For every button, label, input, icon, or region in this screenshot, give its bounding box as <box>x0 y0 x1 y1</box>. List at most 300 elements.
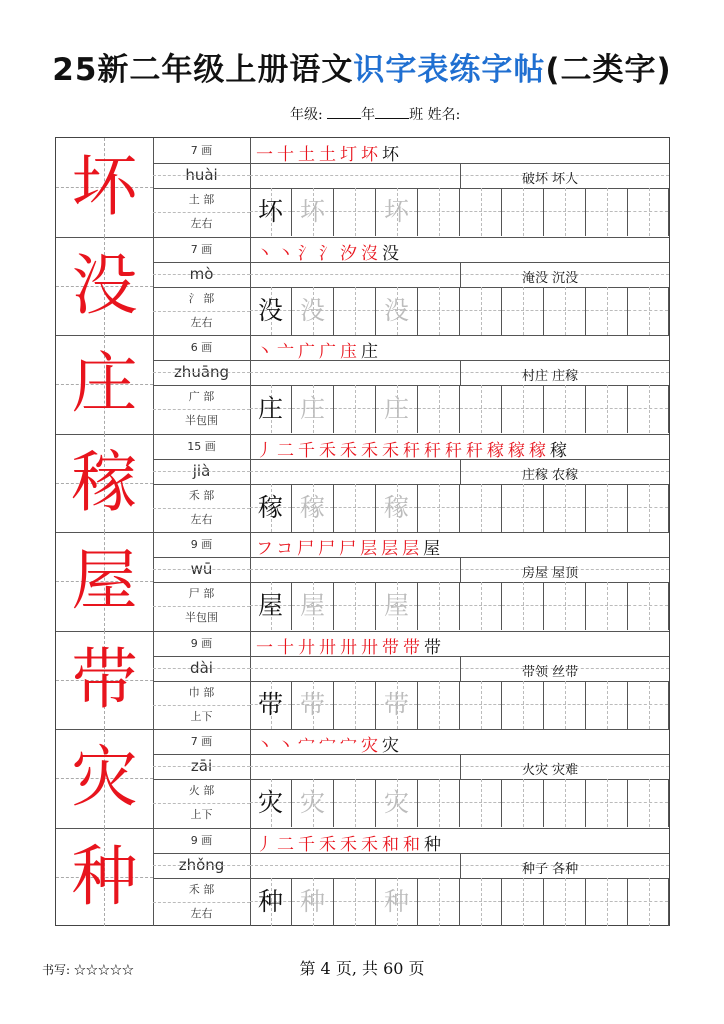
practice-cell[interactable] <box>586 878 628 926</box>
practice-cell[interactable] <box>418 385 460 433</box>
stroke-step: 秆 <box>424 440 445 461</box>
practice-cell[interactable] <box>334 188 376 236</box>
stroke-order-row <box>250 532 669 558</box>
practice-cell[interactable] <box>460 878 502 926</box>
guide-line-vertical <box>439 779 440 827</box>
pinyin-word-row <box>250 459 669 485</box>
stroke-step: 二 <box>277 440 298 461</box>
row-divider <box>153 779 250 780</box>
practice-cell[interactable] <box>250 779 292 827</box>
guide-line-vertical <box>481 287 482 335</box>
stroke-step: フ <box>256 539 277 559</box>
trace-character: 种 <box>299 886 325 916</box>
stroke-sequence <box>256 830 445 855</box>
practice-cell[interactable] <box>334 681 376 729</box>
stroke-step: 种 <box>424 834 445 855</box>
practice-cell[interactable] <box>544 484 586 532</box>
stroke-order-row <box>250 828 669 854</box>
guide-line-vertical <box>649 188 650 236</box>
practice-cell[interactable] <box>544 582 586 630</box>
row-divider <box>153 754 250 755</box>
structure: 上下 <box>190 808 213 821</box>
guide-line-horizontal <box>460 507 501 508</box>
guide-line-vertical <box>439 582 440 630</box>
example-words: 火灾 灾难 <box>522 763 579 778</box>
character-block <box>56 434 669 534</box>
pinyin-word-row <box>250 360 669 386</box>
model-character: 种 <box>257 886 283 916</box>
stroke-step: 禾 <box>340 834 361 855</box>
column-divider <box>460 853 461 878</box>
stroke-step: 氵 <box>319 243 340 264</box>
title-suffix: (二类字) <box>545 52 672 88</box>
guide-line-horizontal <box>544 802 585 803</box>
big-character: 稼 <box>71 443 138 521</box>
trace-character: 庄 <box>299 394 325 423</box>
practice-cell[interactable] <box>628 681 669 729</box>
practice-cell[interactable] <box>376 385 418 433</box>
practice-cell[interactable] <box>628 385 669 433</box>
practice-cell[interactable] <box>292 385 334 433</box>
stroke-sequence <box>256 534 444 559</box>
guide-line-vertical <box>481 188 482 236</box>
practice-cell[interactable] <box>250 188 292 236</box>
trace-character: 屋 <box>299 591 325 620</box>
stroke-step: 禾 <box>319 834 340 855</box>
title-highlight: 识字表练字帖 <box>353 52 546 88</box>
stroke-order-row <box>250 237 669 263</box>
guide-line <box>153 766 250 767</box>
practice-cell[interactable] <box>586 779 628 827</box>
guide-line-vertical <box>439 287 440 335</box>
class-blank[interactable] <box>375 106 409 119</box>
practice-cell[interactable] <box>292 681 334 729</box>
guide-line <box>153 668 250 669</box>
practice-cell[interactable] <box>334 287 376 335</box>
practice-cell[interactable] <box>376 878 418 926</box>
guide-line-horizontal <box>418 704 459 705</box>
practice-cell[interactable] <box>376 188 418 236</box>
guide-line-vertical <box>439 188 440 236</box>
stroke-step: 秆 <box>466 440 487 461</box>
guide-line <box>153 372 250 373</box>
guide-line-horizontal <box>502 310 543 311</box>
practice-cell[interactable] <box>460 582 502 630</box>
row-divider <box>153 557 250 558</box>
guide-line-vertical <box>607 681 608 729</box>
guide-line-vertical <box>481 582 482 630</box>
pinyin: wū <box>190 560 213 578</box>
practice-cell[interactable] <box>460 484 502 532</box>
stroke-step: 和 <box>403 834 424 855</box>
guide-line-horizontal <box>544 211 585 212</box>
practice-cell[interactable] <box>628 484 669 532</box>
guide-line <box>153 865 250 866</box>
guide-line-horizontal <box>502 507 543 508</box>
pinyin-word-row <box>250 853 669 879</box>
page-title <box>0 44 724 89</box>
practice-cell[interactable] <box>376 287 418 335</box>
guide-line-horizontal <box>460 605 501 606</box>
guide-line-vertical <box>523 582 524 630</box>
row-divider <box>153 681 250 682</box>
model-character: 庄 <box>257 394 283 423</box>
row-divider <box>153 484 250 485</box>
stroke-count: 7 画 <box>190 144 213 157</box>
practice-cell[interactable] <box>544 681 586 729</box>
column-divider <box>460 754 461 779</box>
character-info <box>153 237 251 336</box>
pinyin: jià <box>192 461 211 480</box>
character-info <box>153 138 251 237</box>
model-character: 带 <box>257 689 283 719</box>
column-divider <box>460 656 461 681</box>
page-number: 第 4 页, 共 60 页 <box>299 959 425 978</box>
stroke-step: 广 <box>319 342 340 362</box>
character-block <box>56 237 669 337</box>
big-character: 没 <box>71 246 138 324</box>
practice-cell[interactable] <box>586 681 628 729</box>
stroke-step: 带 <box>424 637 445 658</box>
example-words: 房屋 屋顶 <box>522 566 579 581</box>
practice-cell[interactable] <box>334 878 376 926</box>
practice-cell[interactable] <box>376 582 418 630</box>
guide-line-vertical <box>649 779 650 827</box>
practice-cell[interactable] <box>586 582 628 630</box>
practice-cell[interactable] <box>544 287 586 335</box>
practice-cell[interactable] <box>502 681 544 729</box>
stroke-step: 丿 <box>256 440 277 461</box>
guide-line-horizontal <box>586 211 627 212</box>
guide-line-vertical <box>649 385 650 433</box>
pinyin-word-row <box>250 262 669 288</box>
row-divider-dashed <box>153 606 250 607</box>
example-words: 庄稼 农稼 <box>522 467 579 483</box>
model-character: 没 <box>257 295 283 325</box>
stroke-step: 圢 <box>340 145 361 165</box>
stroke-count: 9 画 <box>190 636 213 650</box>
practice-cell[interactable] <box>418 484 460 532</box>
practice-cell[interactable] <box>376 779 418 827</box>
name-label: 姓名: <box>427 107 461 123</box>
guide-line-horizontal <box>502 605 543 606</box>
practice-cell[interactable] <box>586 385 628 433</box>
guide-line-vertical <box>355 287 356 335</box>
guide-line-vertical <box>607 878 608 926</box>
guide-line-horizontal <box>418 605 459 606</box>
guide-line-horizontal <box>586 901 627 902</box>
stroke-step: 丶 <box>256 243 277 264</box>
pinyin: dài <box>190 658 213 677</box>
stroke-step: 禾 <box>340 440 361 461</box>
trace-character: 没 <box>383 295 409 325</box>
practice-cell[interactable] <box>250 681 292 729</box>
practice-cell[interactable] <box>586 287 628 335</box>
practice-cell[interactable] <box>460 779 502 827</box>
guide-line-horizontal <box>544 901 585 902</box>
guide-line-vertical <box>481 878 482 926</box>
stroke-order-row <box>250 631 669 657</box>
guide-line-horizontal <box>586 310 627 311</box>
stroke-step: 丶 <box>277 243 298 264</box>
practice-cell[interactable] <box>292 484 334 532</box>
column-divider <box>460 163 461 188</box>
row-divider <box>153 262 250 263</box>
guide-line-vertical <box>649 681 650 729</box>
practice-cell[interactable] <box>628 188 669 236</box>
guide-line-vertical <box>439 878 440 926</box>
practice-cell[interactable] <box>586 484 628 532</box>
practice-cell[interactable] <box>502 779 544 827</box>
stroke-step: 卅 <box>361 637 382 658</box>
trace-character: 坏 <box>299 197 325 226</box>
row-divider-dashed <box>153 409 250 410</box>
practice-cell[interactable] <box>502 484 544 532</box>
trace-character: 灾 <box>383 788 409 817</box>
practice-cell[interactable] <box>250 287 292 335</box>
practice-cell[interactable] <box>544 878 586 926</box>
guide-line-vertical <box>607 385 608 433</box>
radical: 土 部 <box>188 193 215 206</box>
trace-character: 带 <box>383 689 409 719</box>
model-character: 灾 <box>257 788 283 817</box>
practice-cell[interactable] <box>628 582 669 630</box>
practice-cell[interactable] <box>460 188 502 236</box>
guide-line-vertical <box>523 188 524 236</box>
stroke-step: 广 <box>298 342 319 362</box>
guide-line-horizontal <box>586 605 627 606</box>
guide-line-horizontal <box>502 901 543 902</box>
example-words: 带领 丝带 <box>522 664 579 680</box>
character-info <box>153 532 251 631</box>
stroke-step: 千 <box>298 834 319 855</box>
model-character: 坏 <box>257 197 283 226</box>
practice-cell[interactable] <box>334 385 376 433</box>
stroke-count: 7 画 <box>190 735 213 748</box>
stroke-step: 千 <box>298 440 319 461</box>
writing-rating: 书写: ☆☆☆☆☆ <box>42 963 134 977</box>
stroke-step: 土 <box>319 145 340 165</box>
practice-cell[interactable] <box>544 385 586 433</box>
grade-label: 年级: <box>290 107 323 123</box>
guide-line <box>153 569 250 570</box>
row-divider <box>153 582 250 583</box>
stroke-step: 稼 <box>529 440 550 461</box>
stroke-sequence <box>256 140 403 165</box>
guide-line-horizontal <box>418 310 459 311</box>
big-character: 屋 <box>71 542 138 619</box>
trace-character: 庄 <box>383 394 409 423</box>
row-divider-dashed <box>153 902 250 903</box>
pinyin: huài <box>185 166 218 184</box>
pinyin: zāi <box>190 757 213 775</box>
guide-line-horizontal <box>502 408 543 409</box>
stroke-count: 6 画 <box>190 341 213 354</box>
stroke-step: 层 <box>402 539 424 559</box>
example-words: 破坏 坏人 <box>522 172 579 187</box>
stroke-step: 和 <box>382 834 403 855</box>
row-divider <box>153 853 250 854</box>
guide-line-vertical <box>355 188 356 236</box>
trace-character: 没 <box>299 295 325 325</box>
guide-line-horizontal <box>502 211 543 212</box>
guide-line-horizontal <box>334 901 375 902</box>
stroke-step: 带 <box>403 637 424 658</box>
character-info <box>153 828 251 927</box>
practice-cell[interactable] <box>292 878 334 926</box>
stroke-step: 带 <box>382 637 403 658</box>
guide-line-vertical <box>607 779 608 827</box>
practice-cell[interactable] <box>460 287 502 335</box>
practice-cell[interactable] <box>418 287 460 335</box>
practice-cell[interactable] <box>586 188 628 236</box>
guide-line-vertical <box>565 385 566 433</box>
guide-line-vertical <box>649 484 650 532</box>
pinyin-word-row <box>250 163 669 189</box>
guide-line-vertical <box>523 878 524 926</box>
radical: 禾 部 <box>188 882 215 896</box>
guide-line-horizontal <box>628 901 668 902</box>
big-character: 庄 <box>71 345 138 422</box>
big-character: 灾 <box>71 739 138 816</box>
practice-cell[interactable] <box>292 287 334 335</box>
stroke-step: 廾 <box>298 637 319 658</box>
stroke-step: 丶 <box>277 736 298 756</box>
practice-cell[interactable] <box>460 681 502 729</box>
stroke-step: 一 <box>256 145 277 165</box>
practice-cell[interactable] <box>334 779 376 827</box>
practice-cell[interactable] <box>418 878 460 926</box>
guide-line-horizontal <box>334 408 375 409</box>
stroke-step: 十 <box>277 637 298 658</box>
stroke-count: 15 画 <box>187 439 216 453</box>
guide-line <box>153 274 250 275</box>
character-info <box>153 631 251 730</box>
practice-cell[interactable] <box>502 385 544 433</box>
trace-character: 稼 <box>299 492 325 522</box>
guide-line-horizontal <box>460 901 501 902</box>
guide-line-horizontal <box>460 802 501 803</box>
guide-line-horizontal <box>628 310 668 311</box>
big-character-cell <box>56 237 154 336</box>
guide-line-horizontal <box>544 704 585 705</box>
practice-cell[interactable] <box>250 878 292 926</box>
stroke-step: 禾 <box>382 440 403 461</box>
practice-row <box>250 188 669 236</box>
practice-cell[interactable] <box>628 287 669 335</box>
guide-line-horizontal <box>586 507 627 508</box>
practice-cell[interactable] <box>460 385 502 433</box>
example-words: 淹没 沉没 <box>522 270 579 286</box>
practice-cell[interactable] <box>250 582 292 630</box>
stroke-step: 坏 <box>382 145 403 165</box>
stroke-step: 汐 <box>340 243 361 264</box>
practice-cell[interactable] <box>628 779 669 827</box>
stroke-step: 氵 <box>298 243 319 264</box>
row-divider-dashed <box>153 212 250 213</box>
practice-cell[interactable] <box>502 878 544 926</box>
guide-line <box>153 471 250 472</box>
grade-blank[interactable] <box>327 106 361 119</box>
structure: 左右 <box>190 906 213 920</box>
practice-cell[interactable] <box>418 681 460 729</box>
big-character-cell <box>56 631 154 730</box>
column-divider <box>460 557 461 582</box>
practice-cell[interactable] <box>502 287 544 335</box>
stroke-step: 庄 <box>361 342 382 362</box>
stroke-step: 层 <box>381 539 403 559</box>
practice-cell[interactable] <box>292 582 334 630</box>
guide-line-horizontal <box>628 211 668 212</box>
practice-row <box>250 582 669 630</box>
guide-line-horizontal <box>544 310 585 311</box>
practice-cell[interactable] <box>418 779 460 827</box>
row-divider <box>153 188 250 189</box>
guide-line-horizontal <box>418 408 459 409</box>
stroke-count: 9 画 <box>190 538 213 551</box>
structure: 左右 <box>190 315 213 329</box>
practice-cell[interactable] <box>544 779 586 827</box>
structure: 左右 <box>190 217 213 230</box>
radical: 巾 部 <box>188 685 215 699</box>
character-block <box>56 631 669 731</box>
guide-line-horizontal <box>418 901 459 902</box>
practice-cell[interactable] <box>334 484 376 532</box>
pinyin-word-row <box>250 754 669 780</box>
guide-line-vertical <box>565 681 566 729</box>
practice-cell[interactable] <box>502 582 544 630</box>
practice-cell[interactable] <box>502 188 544 236</box>
pinyin-word-row <box>250 656 669 682</box>
stroke-step: 稼 <box>487 440 508 461</box>
guide-line-horizontal <box>586 704 627 705</box>
guide-line-horizontal <box>628 802 668 803</box>
practice-cell[interactable] <box>376 484 418 532</box>
practice-cell[interactable] <box>544 188 586 236</box>
practice-cell[interactable] <box>250 385 292 433</box>
stroke-step: 亠 <box>277 342 298 362</box>
column-divider <box>460 360 461 385</box>
guide-line-horizontal <box>460 408 501 409</box>
practice-grid <box>55 137 670 926</box>
practice-cell[interactable] <box>376 681 418 729</box>
character-info <box>153 335 251 434</box>
stroke-order-row <box>250 138 669 164</box>
guide-line-vertical <box>607 582 608 630</box>
guide-line-horizontal <box>460 704 501 705</box>
character-info <box>153 729 251 828</box>
practice-cell[interactable] <box>418 582 460 630</box>
guide-line-vertical <box>565 287 566 335</box>
practice-cell[interactable] <box>418 188 460 236</box>
practice-cell[interactable] <box>334 582 376 630</box>
practice-cell[interactable] <box>628 878 669 926</box>
stroke-step: 没 <box>382 243 403 264</box>
practice-cell[interactable] <box>250 484 292 532</box>
guide-line-vertical <box>607 188 608 236</box>
guide-line-horizontal <box>502 704 543 705</box>
practice-cell[interactable] <box>292 779 334 827</box>
model-character: 屋 <box>257 591 283 620</box>
pinyin-word-row <box>250 557 669 583</box>
guide-line-horizontal <box>628 605 668 606</box>
row-divider-dashed <box>153 508 250 509</box>
practice-cell[interactable] <box>292 188 334 236</box>
stroke-step: 十 <box>277 145 298 165</box>
big-character: 种 <box>71 837 138 915</box>
guide-line-horizontal <box>418 507 459 508</box>
stroke-sequence <box>256 436 571 461</box>
